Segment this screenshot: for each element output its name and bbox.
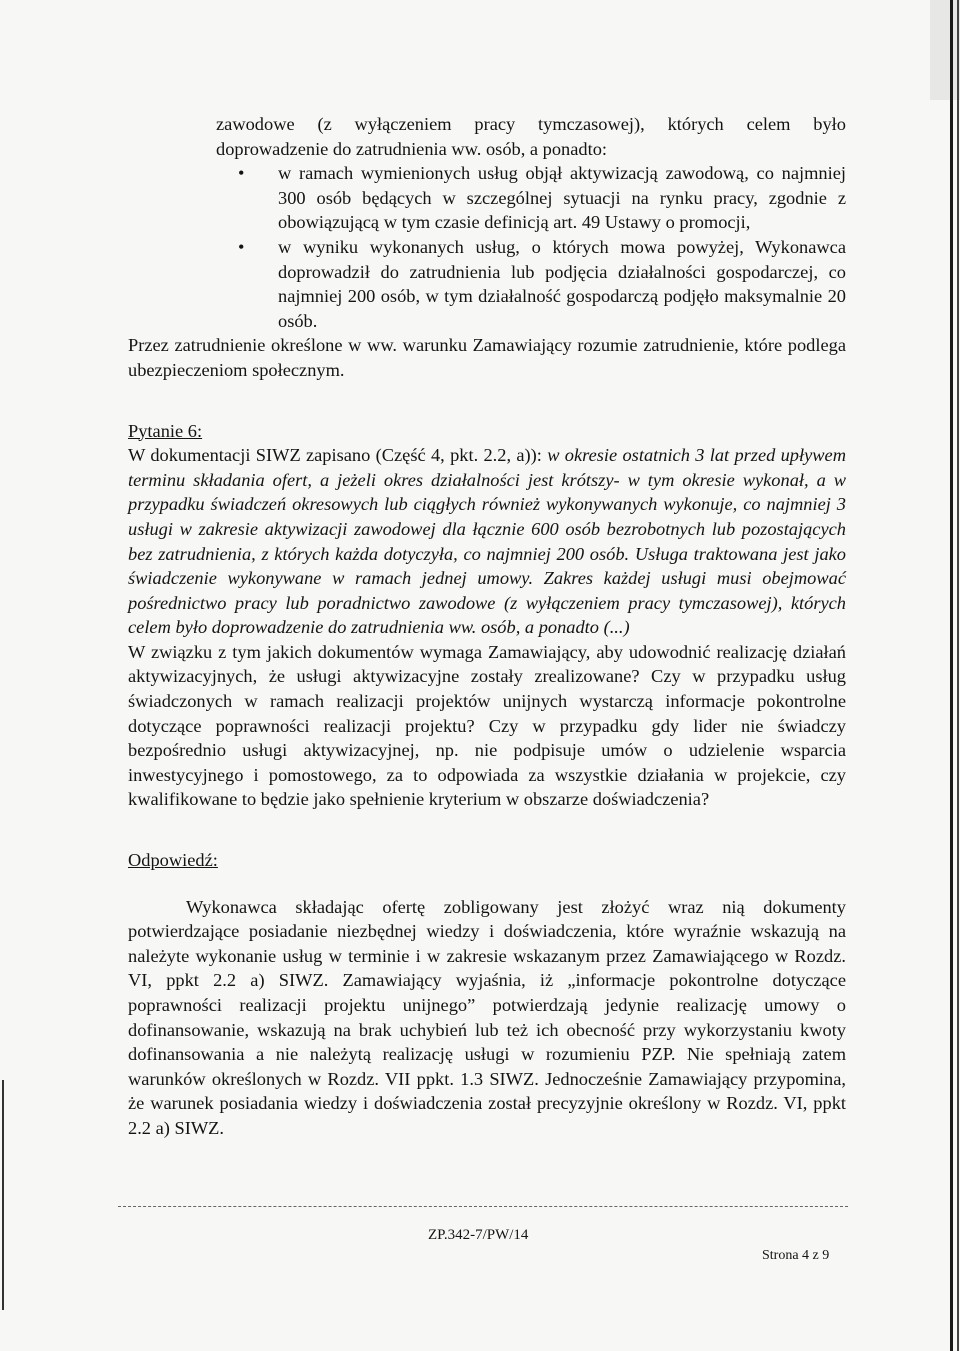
bullet-icon: • xyxy=(238,236,245,257)
list-item xyxy=(128,161,846,235)
list-item-text: w ramach wymienionych usług objął aktywizacją zawodową, co najmniej 300 osób będących w szczególnej sytuacji na rynku pracy, zgodnie z obowiązującą w tym czasie definicją art. 49 Ustawy o promocji, xyxy=(278,163,846,233)
page-number: Strona 4 z 9 xyxy=(762,1248,830,1263)
answer-body: Wykonawca składając ofertę zobligowany jest złożyć wraz nią dokumenty potwierdzające posiadanie niezbędnej wiedzy i doświadczenia, które wyraźnie wskazują na należyte wykonanie usług w terminie i w zakresie wskazanym przez Zamawiającego w Rozdz. VI, ppkt 2.2 a) SIWZ. Zamawiający wyjaśnia, iż „informacje pokontrolne dotyczące poprawności realizacji projektu unijnego” potwierdzają jedynie realizację umowy o dofinansowanie, wskazują na brak uchybień lub też ich obecność przy wykorzystaniu kwoty dofinansowania a nie należytą realizację usługi w rozumieniu PZP. Nie spełniają zatem warunków określonych w Rozdz. VII ppkt. 1.3 SIWZ. Jednocześnie Zamawiający przypomina, że warunek posiadania wiedzy i doświadczenia został precyzyjnie określony w Rozdz. VI, ppkt 2.2 a) SIWZ. xyxy=(128,896,846,1138)
scan-edge-mark xyxy=(2,1080,4,1310)
footer-divider xyxy=(118,1206,848,1207)
question-quote: w okresie ostatnich 3 lat przed upływem terminu składania ofert, a jeżeli okres działalności jest krótszy- w tym okresie wykonał, a w przypadku świadczeń okresowych lub ciągłych również wykonywanych wykonuje, co najmniej 3 usługi w zakresie aktywizacji zawodowej dla łącznie 600 osób bezrobotnych lub pozostających bez zatrudnienia, z których każda dotyczyła, co najmniej 200 osób. Usługa traktowana jest jako świadczenie wykonywane w ramach jednej umowy. Zakres każdej usługi musi obejmować pośrednictwo pracy lub poradnictwo zawodowe (z wyłączeniem pracy tymczasowej), których celem było doprowadzenie do zatrudnienia ww. osób, a ponadto (...) xyxy=(128,445,846,638)
list-item xyxy=(128,235,846,333)
scan-shadow xyxy=(930,0,960,100)
question-heading: Pytanie 6: xyxy=(128,420,203,441)
scan-edge-line xyxy=(957,0,959,1351)
employment-note: Przez zatrudnienie określone w ww. warunku Zamawiający rozumie zatrudnienie, które podlega ubezpieczeniom społecznym. xyxy=(128,335,846,380)
document-body xyxy=(128,112,846,1141)
continuation-paragraph xyxy=(128,112,846,161)
question-intro: W dokumentacji SIWZ zapisano (Część 4, pkt. 2.2, a)): xyxy=(128,445,548,466)
question-body: W związku z tym jakich dokumentów wymaga Zamawiający, aby udowodnić realizację działań aktywizacyjnych, że usługi aktywizacyjne zostały zrealizowane? Czy w przypadku usług świadczonych w ramach realizacji projektów unijnych wystarczą informacje pokontrolne dotyczące poprawności realizacji projektu? Czy w przypadku gdy lider nie świadczy bezpośrednio usługi aktywizacyjnej, np. nie podpisuje umów o udzielenie wsparcia inwestycyjnego i pomostowego, za to odpowiada za wszystkie działania w projekcie, czy kwalifikowane to będzie jako spełnienie kryterium w obszarze doświadczenia? xyxy=(128,641,846,810)
document-reference: ZP.342-7/PW/14 xyxy=(428,1227,529,1243)
paragraph-line: zawodowe (z wyłączeniem pracy tymczasowej), których celem było xyxy=(216,114,846,134)
list-item-text: w wyniku wykonanych usług, o których mowa powyżej, Wykonawca doprowadził do zatrudnienia lub podjęcia działalności gospodarczej, co najmniej 200 osób, w tym działalność gospodarczą podjęło maksymalnie 20 osób. xyxy=(278,236,846,331)
condition-list xyxy=(128,161,846,333)
question-text xyxy=(128,443,846,640)
answer-heading: Odpowiedź: xyxy=(128,850,218,871)
paragraph-line: doprowadzenie do zatrudnienia ww. osób, a ponadto: xyxy=(216,138,608,159)
bullet-icon: • xyxy=(238,163,245,184)
scan-edge-line xyxy=(950,0,953,1351)
